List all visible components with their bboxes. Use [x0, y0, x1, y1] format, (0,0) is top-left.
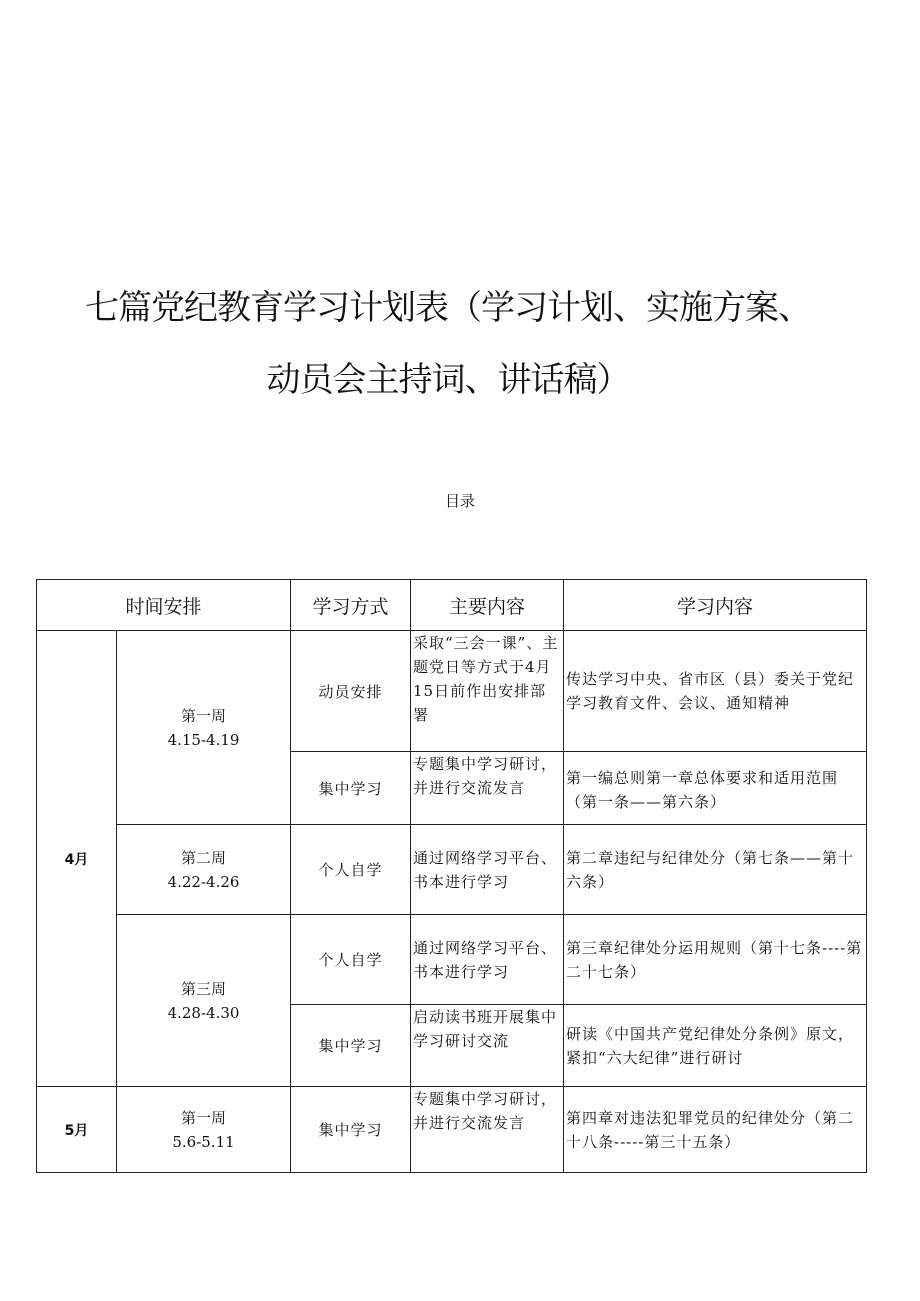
method-cell: 集中学习 [291, 1005, 411, 1087]
main-content-cell: 通过网络学习平台、书本进行学习 [411, 915, 564, 1005]
study-content-cell: 第三章纪律处分运用规则（第十七条----第二十七条） [564, 915, 867, 1005]
table-row [37, 1087, 867, 1173]
table-of-contents-label: 目录 [444, 492, 475, 510]
method-cell: 个人自学 [291, 825, 411, 915]
week-name: 第三周 [181, 979, 227, 998]
week-name: 第二周 [181, 848, 227, 867]
header-study-method: 学习方式 [291, 580, 411, 631]
study-content-cell: 第二章违纪与纪律处分（第七条——第十六条） [564, 825, 867, 915]
week-dates: 4.15-4.19 [167, 730, 240, 749]
study-plan-table [36, 579, 867, 1173]
document-title-line-1: 七篇党纪教育学习计划表（学习计划、实施方案、 [85, 288, 811, 328]
method-cell: 动员安排 [291, 631, 411, 752]
week-dates: 4.28-4.30 [167, 1003, 240, 1022]
study-content-cell: 第四章对违法犯罪党员的纪律处分（第二十八条-----第三十五条） [564, 1087, 867, 1173]
week-cell [117, 825, 291, 915]
header-study-content: 学习内容 [564, 580, 867, 631]
method-cell: 集中学习 [291, 1087, 411, 1173]
month-cell-april: 4月 [37, 631, 117, 1087]
main-content-cell: 专题集中学习研讨，并进行交流发言 [411, 1087, 564, 1173]
table-row [37, 631, 867, 752]
main-content-cell: 专题集中学习研讨，并进行交流发言 [411, 752, 564, 825]
study-content-cell: 研读《中国共产党纪律处分条例》原文，紧扣“六大纪律”进行研讨 [564, 1005, 867, 1087]
week-cell [117, 1087, 291, 1173]
table-row [37, 915, 867, 1005]
main-content-cell: 通过网络学习平台、书本进行学习 [411, 825, 564, 915]
week-dates: 5.6-5.11 [172, 1132, 235, 1151]
method-cell: 集中学习 [291, 752, 411, 825]
week-cell [117, 631, 291, 825]
week-cell [117, 915, 291, 1087]
month-cell-may: 5月 [37, 1087, 117, 1173]
study-content-cell: 传达学习中央、省市区（县）委关于党纪学习教育文件、会议、通知精神 [564, 631, 867, 752]
week-dates: 4.22-4.26 [167, 872, 240, 891]
study-content-cell: 第一编总则第一章总体要求和适用范围（第一条——第六条） [564, 752, 867, 825]
table-header-row [37, 580, 867, 631]
header-time-schedule: 时间安排 [37, 580, 291, 631]
table-row [37, 825, 867, 915]
header-main-content: 主要内容 [411, 580, 564, 631]
week-name: 第一周 [181, 706, 227, 725]
main-content-cell: 启动读书班开展集中学习研讨交流 [411, 1005, 564, 1087]
method-cell: 个人自学 [291, 915, 411, 1005]
week-name: 第一周 [181, 1108, 227, 1127]
document-title-line-2: 动员会主持词、讲话稿） [266, 360, 630, 400]
main-content-cell: 采取“三会一课”、主题党日等方式于4月15日前作出安排部署 [411, 631, 564, 752]
